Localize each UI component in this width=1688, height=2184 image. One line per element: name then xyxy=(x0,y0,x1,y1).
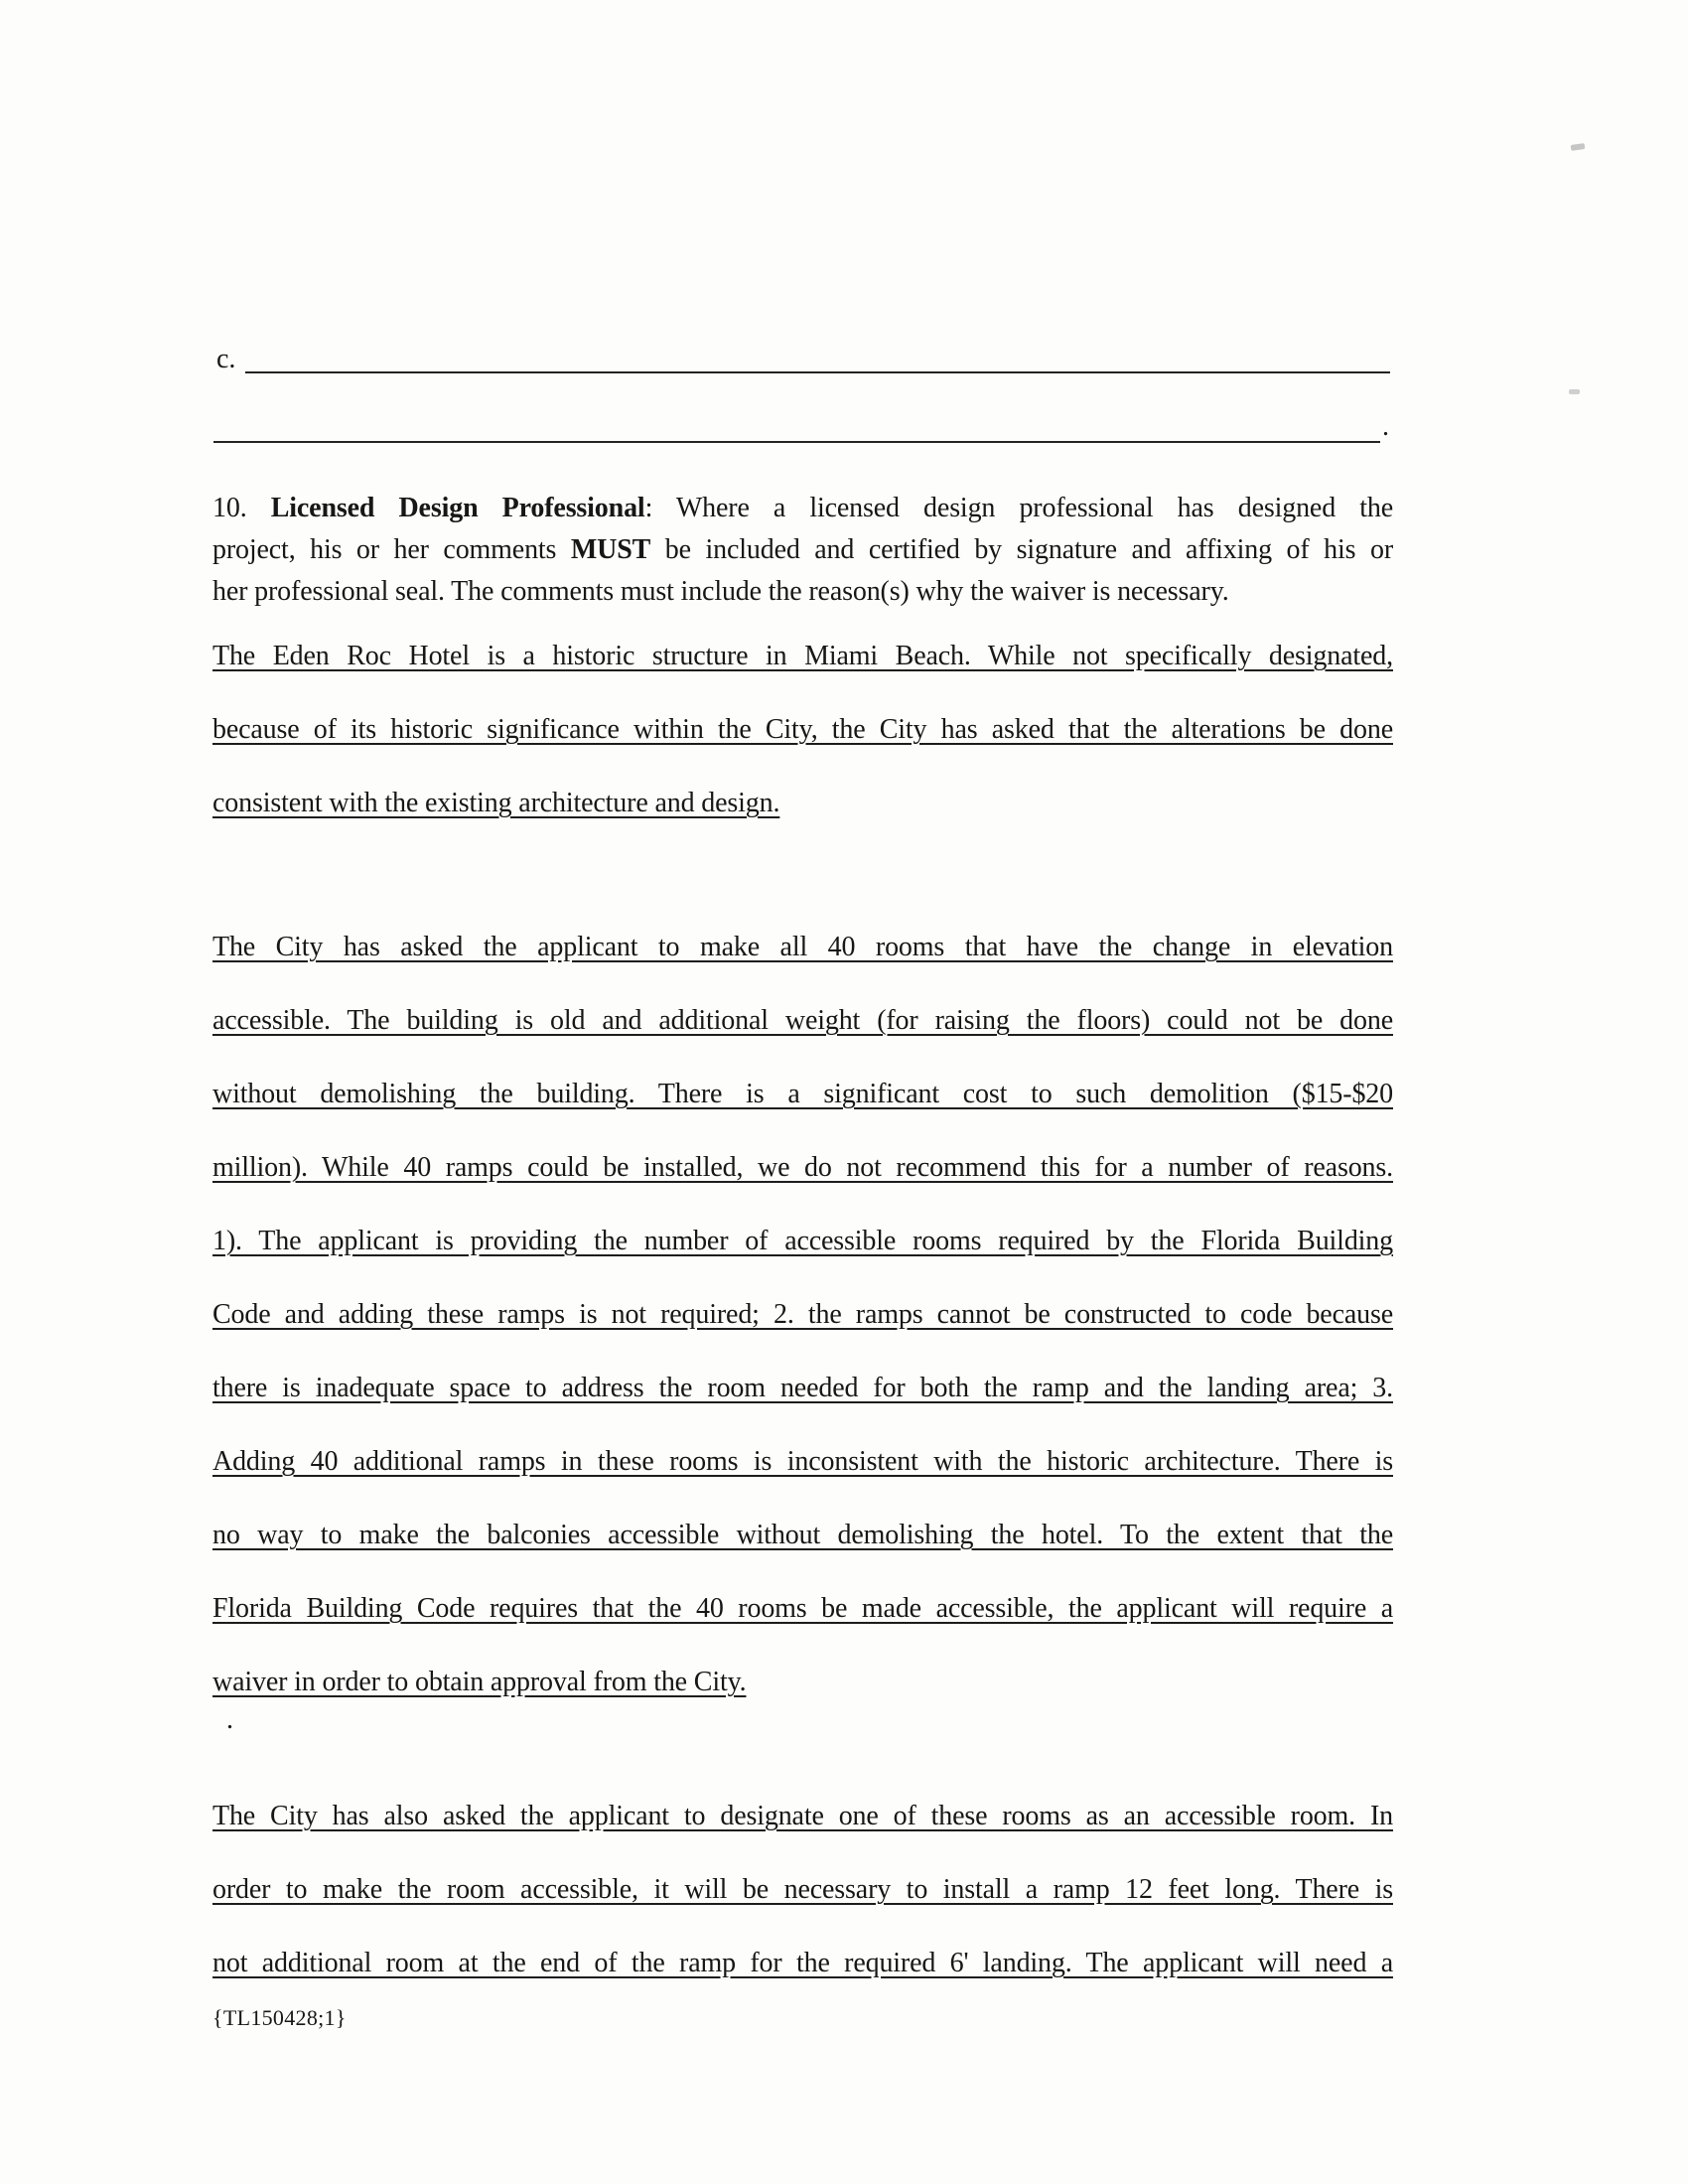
scan-artifact-mark xyxy=(1571,143,1586,151)
stray-period-mark: . xyxy=(226,1704,233,1735)
line-end-period: . xyxy=(1382,411,1389,442)
accessible-room-designation-paragraph xyxy=(212,1780,1393,2000)
text-line xyxy=(212,1425,1393,1499)
text-line xyxy=(212,1205,1393,1278)
scan-artifact-mark xyxy=(1569,389,1580,394)
text-line xyxy=(212,620,1393,693)
text-run: The City has also asked the applicant to designate one of these rooms as an accessible room. In xyxy=(212,1801,1393,1831)
text-line xyxy=(212,1853,1393,1927)
bold-text-run: MUST xyxy=(570,534,651,565)
text-run: order to make the room accessible, it will be necessary to install a ramp 12 feet long. There is xyxy=(212,1874,1393,1905)
text-run: accessible. The building is old and additional weight (for raising the floors) could not be done xyxy=(212,1005,1393,1036)
text-run: there is inadequate space to address the room needed for both the ramp and the landing area; 3. xyxy=(212,1373,1393,1403)
blank-answer-line-2 xyxy=(213,409,1380,443)
text-run: not additional room at the end of the ramp for the required 6' landing. The applicant will need a xyxy=(212,1948,1393,1978)
text-run: Code and adding these ramps is not required; 2. the ramps cannot be constructed to code because xyxy=(212,1299,1393,1330)
document-id-footer: {TL150428;1} xyxy=(212,2005,347,2030)
text-line xyxy=(212,693,1393,767)
text-line xyxy=(212,571,1393,613)
text-line xyxy=(212,1499,1393,1572)
text-run: be included and certified by signature and affixing of his or xyxy=(650,534,1393,565)
text-line xyxy=(212,911,1393,984)
text-line xyxy=(212,1780,1393,1853)
form-item-c-label: c. xyxy=(216,344,236,374)
text-run: 10. xyxy=(212,493,271,523)
blank-answer-line-1 xyxy=(245,340,1390,373)
text-run: 1). The applicant is providing the number of accessible rooms required by the Florida Building xyxy=(212,1226,1393,1256)
text-line xyxy=(212,1572,1393,1646)
text-line xyxy=(212,1131,1393,1205)
text-run: Adding 40 additional ramps in these rooms is inconsistent with the historic architecture. There is xyxy=(212,1446,1393,1477)
text-line xyxy=(212,767,1393,840)
text-run: no way to make the balconies accessible without demolishing the hotel. To the extent that the xyxy=(212,1520,1393,1550)
text-run: waiver in order to obtain approval from the City. xyxy=(212,1667,747,1697)
text-run: because of its historic significance within the City, the City has asked that the alterations be done xyxy=(212,714,1393,745)
bold-text-run: Licensed Design Professional xyxy=(270,493,645,523)
text-run: project, his or her comments xyxy=(212,534,571,565)
text-run: without demolishing the building. There is a significant cost to such demolition ($15-$20 xyxy=(212,1079,1393,1109)
licensed-design-professional-paragraph xyxy=(212,488,1393,613)
text-line xyxy=(212,1646,1393,1719)
eden-roc-historic-paragraph xyxy=(212,620,1393,840)
text-run: : Where a licensed design professional has designed the xyxy=(644,493,1393,523)
text-line xyxy=(212,984,1393,1058)
forty-rooms-accessibility-paragraph xyxy=(212,911,1393,1719)
text-run: consistent with the existing architecture and design. xyxy=(212,788,780,818)
text-run: The City has asked the applicant to make all 40 rooms that have the change in elevation xyxy=(212,932,1393,962)
text-run: million). While 40 ramps could be installed, we do not recommend this for a number of reasons. xyxy=(212,1152,1393,1183)
text-run: Florida Building Code requires that the 40 rooms be made accessible, the applicant will require a xyxy=(212,1593,1393,1624)
text-line xyxy=(212,529,1393,571)
text-line xyxy=(212,1058,1393,1131)
text-line xyxy=(212,1927,1393,2000)
text-line xyxy=(212,1278,1393,1352)
text-line xyxy=(212,1352,1393,1425)
text-run: The Eden Roc Hotel is a historic structure in Miami Beach. While not specifically designated, xyxy=(212,641,1393,671)
text-line xyxy=(212,488,1393,529)
text-run: her professional seal. The comments must include the reason(s) why the waiver is necessary. xyxy=(212,576,1229,607)
